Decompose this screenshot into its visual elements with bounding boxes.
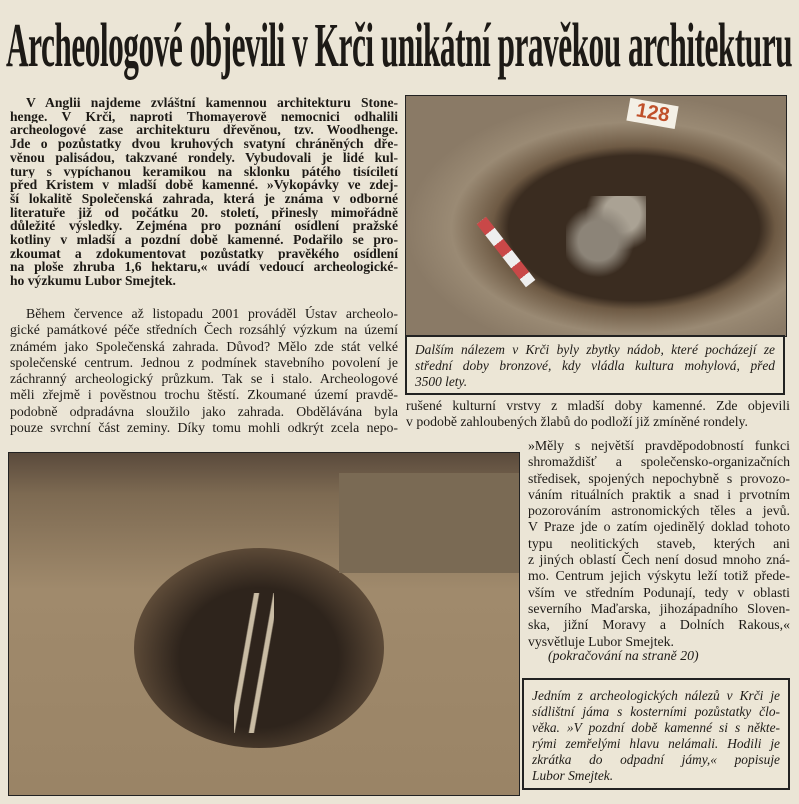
text-line: na ploše zhruba 1,6 hektaru,« uvádí vedoucí archeologické- — [10, 260, 398, 275]
text-line: kotliny v mladší a pozdní době kamenné. Podařilo se pro- — [10, 233, 398, 247]
find-number-tag: 128 — [626, 98, 679, 129]
scale-bar — [477, 217, 536, 287]
text-line: ší lokalitě Společenská zahrada, která je známa v odborné — [10, 191, 398, 206]
text-line: měli zřejmě i pověstnou trochu štěstí. Zkoumané území pravdě- — [10, 387, 398, 403]
trench-wall — [339, 473, 519, 573]
body-quote-right — [528, 438, 790, 650]
text-line: pozorováním astronomických těles a jevů. — [528, 503, 790, 519]
photo-caption-bottom — [522, 678, 790, 790]
text-line: podobně odpradávna sloužilo jako zahrada. Obdělávána byla — [10, 403, 398, 419]
text-line: pouze svrchní část zeminy. Díky tomu mohli odkrýt zcela nepo- — [10, 420, 398, 436]
text-line: tury s vypíchanou keramikou na sklonku pátého tisíciletí — [10, 164, 398, 179]
text-line: ska, jižní Moravy a Dolních Rakous,« — [528, 617, 790, 633]
skeleton — [234, 593, 274, 733]
text-line: v podobě zahloubených žlabů do podloží již zmíněné rondely. — [406, 414, 749, 430]
text-line: věka. »V pozdní době kamenné si s někte- — [532, 720, 780, 735]
text-line: V Anglii najdeme zvláštní kamennou architekturu Stone- — [26, 96, 398, 110]
text-line: Jde o pozůstatky dvou kruhových svatyní chráněných dře- — [10, 137, 398, 151]
continuation-note: (pokračování na straně 20) — [548, 648, 699, 663]
text-line: záchranný archeologický průzkum. Tak se i stalo. Archeologové — [10, 371, 398, 387]
text-line: důležité výsledky. Zejména pro poznání osídlení pražské — [10, 219, 398, 234]
text-line: gické památkové péče středních Čech rozsáhlý výzkum na území — [10, 322, 398, 338]
text-line: sídlištní jáma s kosterními pozůstatky člo- — [532, 704, 780, 719]
photo-caption-top — [405, 335, 785, 395]
headline — [6, 6, 792, 86]
text-line: severního Maďarska, jihozápadního Sloven- — [528, 600, 790, 616]
photo-pottery-pit — [405, 95, 787, 337]
text-line: zkrátka do odpadní jámy,« popisuje — [532, 752, 780, 767]
text-line: henge. V Krči, naproti Thomayerově nemocnici odhalili — [10, 109, 398, 124]
text-line: literatuře již od počátku 20. století, přinesly mimořádně — [10, 205, 398, 220]
text-line: váním rituálních praktik a snad i prvotním — [528, 486, 790, 502]
text-line: před Kristem v mladší době kamenné. »Vykopávky ve zdej- — [10, 178, 398, 192]
text-line: Během července až listopadu 2001 prováděl Ústav archeolo- — [26, 306, 398, 321]
text-line: mo. Centrum jejich výskytu leží totiž přede- — [528, 568, 790, 584]
text-line: vysvětluje Lubor Smejtek. — [528, 633, 674, 649]
text-line: známém jako Společenská zahrada. Důvod? Mělo zde stát velké — [10, 338, 398, 354]
text-line: rými zemřelými hlavu nelámali. Hodili je — [532, 736, 780, 751]
text-line: středisek, spojených nepochybně s provozo- — [528, 470, 790, 486]
text-line: Lubor Smejtek. — [532, 768, 614, 783]
photo-skeleton-pit — [8, 452, 520, 796]
text-line: zkoumat a zdokumentovat pozůstatky pravěkého osídlení — [10, 246, 398, 261]
body-paragraph-left — [10, 306, 398, 436]
text-line: V Praze jde o zatím ojedinělý doklad tohoto — [528, 519, 790, 535]
headline-text: Archeologové objevili v Krči unikátní pravěkou architekturu — [6, 12, 793, 80]
text-line: z jiných oblastí Čech není dosud mnoho zná- — [528, 552, 790, 568]
text-line: rušené kulturní vrstvy z mladší doby kamenné. Zde objevili — [406, 398, 790, 413]
text-line: archeologové zase architekturu dřevěnou, tzv. Woodhenge. — [10, 123, 398, 138]
text-line: 3500 lety. — [415, 374, 468, 389]
lead-paragraph — [10, 96, 398, 288]
text-line: věnou palisádou, takzvané rondely. Vybudovali je lidé kul- — [10, 150, 398, 165]
text-line: shromaždišť a společensko-organizačních — [528, 454, 790, 470]
text-line: Dalším nálezem v Krči byly zbytky nádob, které pocházejí ze — [415, 342, 775, 357]
text-line: vším ve středním Podunají, tedy v oblasti — [528, 584, 790, 600]
text-line: společenské centrum. Jednou z podmínek stavebního povolení je — [10, 354, 398, 370]
text-line: »Měly s největší pravděpodobností funkci — [528, 438, 790, 453]
text-line: typu neolitických staveb, kterých ani — [528, 535, 790, 551]
pottery-shards — [566, 196, 646, 286]
body-continuation — [406, 398, 790, 431]
text-line: střední doby bronzové, kdy vládla kultura mohylová, před — [415, 358, 775, 373]
text-line: Jedním z archeologických nálezů v Krči je — [532, 688, 780, 703]
text-line: ho výzkumu Lubor Smejtek. — [10, 274, 176, 288]
